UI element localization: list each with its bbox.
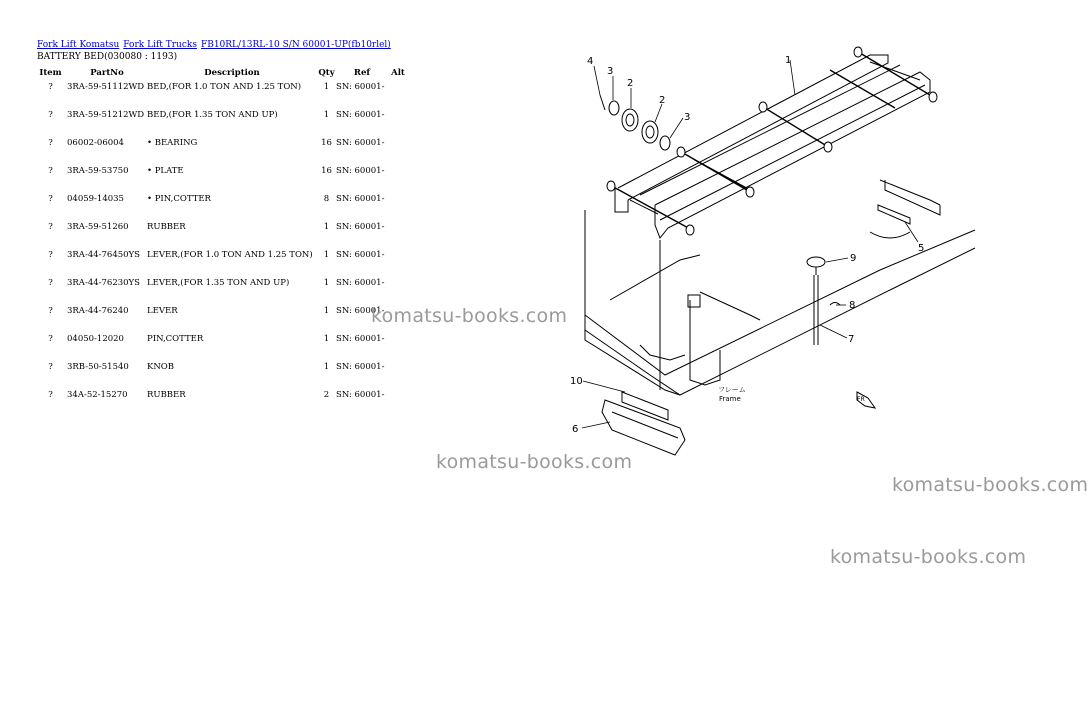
cell-qty: 1 <box>323 362 330 372</box>
cell-ref: SN: 60001- <box>336 82 385 92</box>
header-alt: Alt <box>391 68 405 78</box>
cell-description: PIN,COTTER <box>147 334 204 344</box>
cell-qty: 1 <box>323 222 330 232</box>
table-row <box>34 164 408 192</box>
watermark: komatsu-books.com <box>830 546 1027 568</box>
cell-description: • PLATE <box>147 166 184 176</box>
cell-partno: 3RA-59-53750 <box>67 166 129 176</box>
cell-alt <box>388 276 408 304</box>
cell-ref: SN: 60001- <box>336 306 385 316</box>
cell-partno: 3RB-50-51540 <box>67 362 129 372</box>
callout-6: 6 <box>572 424 579 435</box>
cell-description: RUBBER <box>147 390 186 400</box>
breadcrumb-link-model[interactable]: FB10RL/13RL-10 S/N 60001-UP(fb10rlel) <box>200 40 391 50</box>
cell-qty: 1 <box>323 278 330 288</box>
callout-4: 4 <box>587 56 594 67</box>
callout-5: 5 <box>918 243 925 254</box>
table-row <box>34 220 408 248</box>
cell-qty: 16 <box>321 138 332 148</box>
callout-3b: 3 <box>684 112 691 123</box>
table-row <box>34 80 408 108</box>
frame-label-en: Frame <box>719 395 741 403</box>
cell-ref: SN: 60001- <box>336 166 385 176</box>
cell-item: ? <box>48 82 53 92</box>
watermark: komatsu-books.com <box>892 474 1088 496</box>
cell-alt <box>388 360 408 388</box>
cell-qty: 1 <box>323 250 330 260</box>
callout-9: 9 <box>850 253 857 264</box>
header-item: Item <box>39 68 62 78</box>
header-partno: PartNo <box>90 68 124 78</box>
table-row <box>34 332 408 360</box>
cell-partno: 3RA-59-51260 <box>67 222 129 232</box>
cell-qty: 2 <box>323 390 330 400</box>
cell-ref: SN: 60001- <box>336 222 385 232</box>
battery-bed-frame-drawing <box>585 47 975 455</box>
cell-alt <box>388 108 408 136</box>
callout-1: 1 <box>785 55 792 66</box>
header-ref: Ref <box>353 68 371 78</box>
cell-item: ? <box>48 250 53 260</box>
cell-alt <box>388 248 408 276</box>
cell-item: ? <box>48 278 53 288</box>
parts-table <box>34 66 408 410</box>
callout-10: 10 <box>570 376 583 387</box>
cell-ref: SN: 60001- <box>336 390 385 400</box>
watermark: komatsu-books.com <box>436 451 633 473</box>
cell-qty: 16 <box>321 166 332 176</box>
cell-qty: 1 <box>323 306 330 316</box>
watermark: komatsu-books.com <box>371 305 568 327</box>
cell-item: ? <box>48 306 53 316</box>
table-row <box>34 360 408 388</box>
cell-description: • BEARING <box>147 138 198 148</box>
exploded-parts-diagram <box>560 40 980 470</box>
breadcrumb-link-fork-lift-trucks[interactable]: Fork Lift Trucks <box>123 40 197 50</box>
cell-partno: 3RA-44-76240 <box>67 306 129 316</box>
cell-alt <box>388 220 408 248</box>
cell-ref: SN: 60001- <box>336 362 385 372</box>
header-description: Description <box>204 68 260 78</box>
cell-qty: 1 <box>323 334 330 344</box>
table-row <box>34 388 408 410</box>
page-subtitle: BATTERY BED(030080 : 1193) <box>37 52 178 62</box>
cell-ref: SN: 60001- <box>336 138 385 148</box>
table-row <box>34 108 408 136</box>
cell-description: BED,(FOR 1.35 TON AND UP) <box>147 110 278 120</box>
cell-qty: 8 <box>323 194 330 204</box>
cell-partno: 06002-06004 <box>67 138 124 148</box>
callout-3a: 3 <box>607 66 614 77</box>
front-marker: FR <box>857 396 865 403</box>
table-row <box>34 136 408 164</box>
table-header-row <box>34 66 408 80</box>
callout-2a: 2 <box>627 78 634 89</box>
breadcrumb-link-fork-lift-komatsu[interactable]: Fork Lift Komatsu <box>37 40 120 50</box>
cell-partno: 3RA-59-51212WD <box>67 110 145 120</box>
cell-description: LEVER,(FOR 1.35 TON AND UP) <box>147 278 290 288</box>
cell-ref: SN: 60001- <box>336 110 385 120</box>
cell-description: KNOB <box>147 362 175 372</box>
cell-ref: SN: 60001- <box>336 278 385 288</box>
table-row <box>34 304 408 332</box>
cell-description: • PIN,COTTER <box>147 194 211 204</box>
callout-2b: 2 <box>659 95 666 106</box>
cell-item: ? <box>48 362 53 372</box>
table-row <box>34 192 408 220</box>
cell-alt <box>388 192 408 220</box>
cell-qty: 1 <box>323 110 330 120</box>
cell-ref: SN: 60001- <box>336 334 385 344</box>
cell-description: BED,(FOR 1.0 TON AND 1.25 TON) <box>147 82 302 92</box>
cell-description: LEVER,(FOR 1.0 TON AND 1.25 TON) <box>147 250 313 260</box>
cell-alt <box>388 80 408 108</box>
cell-item: ? <box>48 138 53 148</box>
cell-partno: 34A-52-15270 <box>67 390 128 400</box>
cell-partno: 3RA-59-51112WD <box>67 82 145 92</box>
cell-alt <box>388 332 408 360</box>
callout-7: 7 <box>848 334 855 345</box>
cell-description: RUBBER <box>147 222 186 232</box>
cell-partno: 3RA-44-76450YS <box>67 250 140 260</box>
callout-8: 8 <box>849 300 856 311</box>
cell-description: LEVER <box>147 306 178 316</box>
breadcrumb <box>37 40 395 50</box>
cell-ref: SN: 60001- <box>336 194 385 204</box>
cell-alt <box>388 388 408 410</box>
cell-item: ? <box>48 222 53 232</box>
cell-item: ? <box>48 334 53 344</box>
cell-item: ? <box>48 194 53 204</box>
cell-item: ? <box>48 166 53 176</box>
cell-partno: 04059-14035 <box>67 194 124 204</box>
cell-ref: SN: 60001- <box>336 250 385 260</box>
table-row <box>34 248 408 276</box>
cell-qty: 1 <box>323 82 330 92</box>
cell-item: ? <box>48 110 53 120</box>
header-qty: Qty <box>318 68 335 78</box>
cell-partno: 3RA-44-76230YS <box>67 278 140 288</box>
cell-alt <box>388 164 408 192</box>
table-row <box>34 276 408 304</box>
cell-alt <box>388 136 408 164</box>
cell-item: ? <box>48 390 53 400</box>
frame-label-jp: フレーム <box>718 386 746 394</box>
cell-partno: 04050-12020 <box>67 334 124 344</box>
